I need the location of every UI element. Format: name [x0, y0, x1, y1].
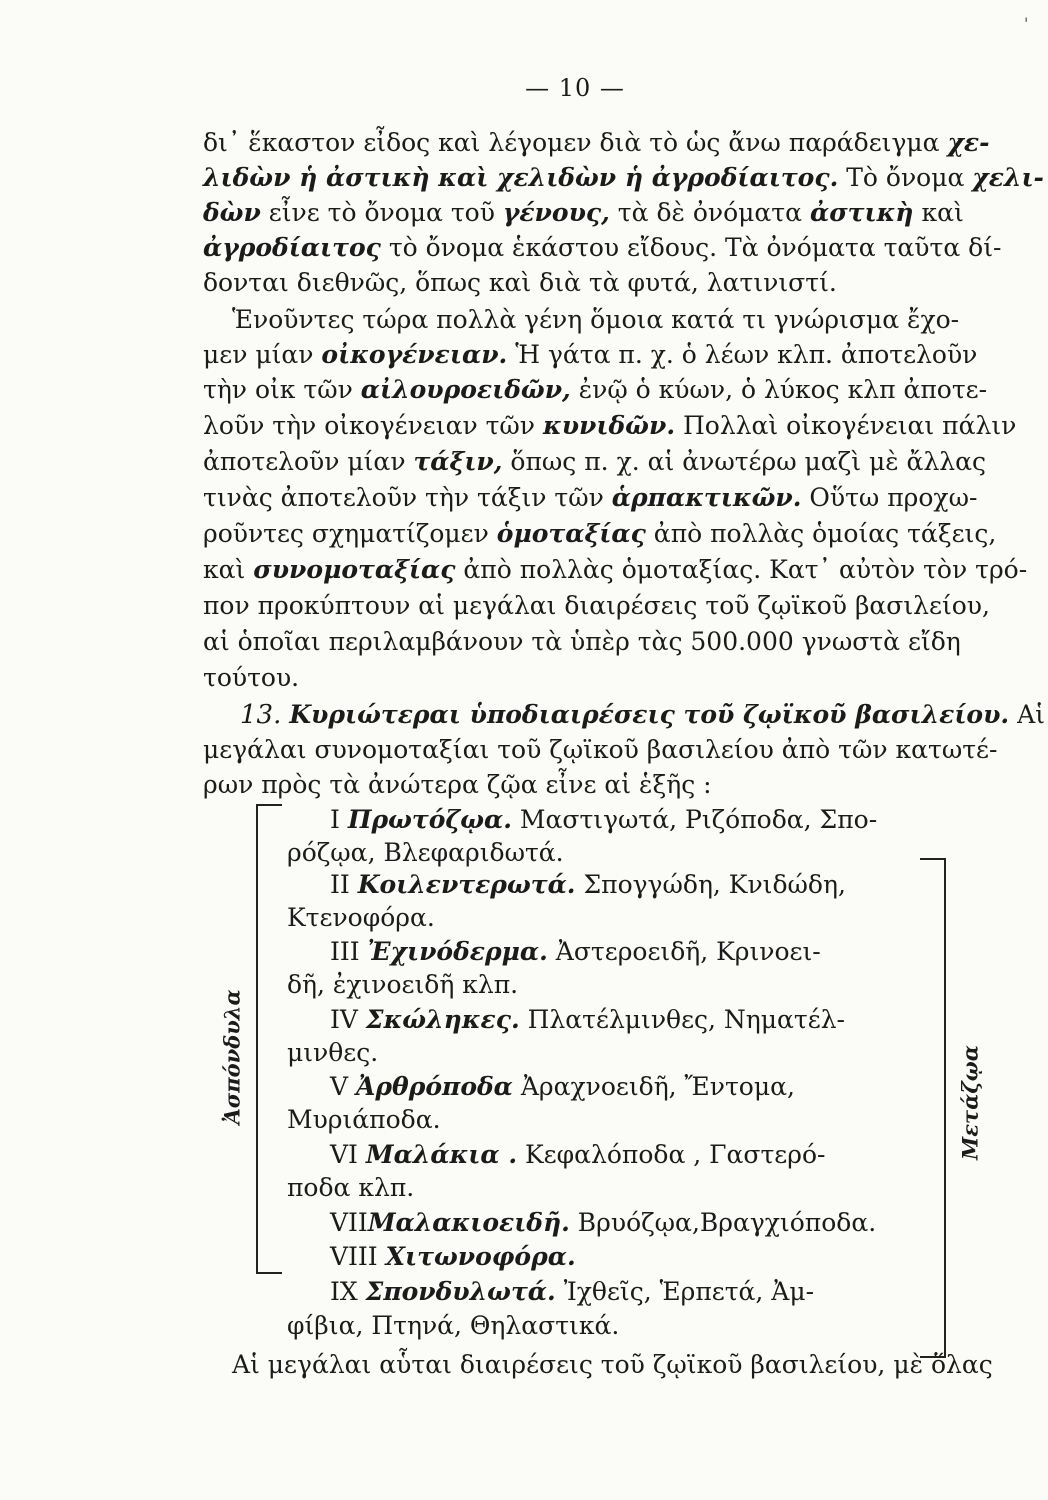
p2-line-9: πον προκύπτουν αἱ μεγάλαι διαιρέσεις τοῦ ζῳϊκοῦ βασιλείου, — [203, 591, 990, 620]
section-13-line-3: ρων πρὸς τὰ ἀνώτερα ζῷα εἶνε αἱ ἑξῆς : — [203, 770, 712, 799]
phylum-5-line-1: V Ἀρθρόποδα Ἀραχνοειδῆ, Ἔντομα, — [330, 1072, 795, 1101]
invertebrates-bracket — [256, 804, 282, 1274]
metazoa-bracket — [920, 858, 946, 1358]
phylum-4-line-2: μινθες. — [287, 1038, 379, 1067]
page-number: — 10 — — [525, 74, 625, 102]
stray-mark: ' — [1024, 14, 1029, 33]
phylum-7-line-1: VIIΜαλακιοειδῆ. Βρυόζῳα,Βραγχιόποδα. — [330, 1208, 877, 1237]
p2-line-5: ἀποτελοῦν μίαν τάξιν, ὅπως π. χ. αἱ ἀνωτέρω μαζὶ μὲ ἄλλας — [203, 447, 987, 476]
p1-line-3: δὼν εἶνε τὸ ὄνομα τοῦ γένους, τὰ δὲ ὀνόματα ἀστικὴ καὶ — [203, 198, 964, 227]
p2-line-3: τὴν οἰκ τῶν αἰλουροειδῶν, ἐνῷ ὁ κύων, ὁ λύκος κλπ ἀποτε- — [203, 375, 988, 404]
phylum-9-line-2: φίβια, Πτηνά, Θηλαστικά. — [287, 1311, 620, 1340]
closing-line: Αἱ μεγάλαι αὗται διαιρέσεις τοῦ ζῳϊκοῦ βασιλείου, μὲ ὅλας — [232, 1350, 993, 1379]
section-13-heading: 13. Κυριώτεραι ὑποδιαιρέσεις τοῦ ζῳϊκοῦ βασιλείου. Αἱ — [240, 700, 1045, 730]
phylum-5-line-2: Μυριάποδα. — [287, 1105, 441, 1134]
phylum-2-line-1: II Κοιλεντερωτά. Σπογγώδη, Κνιδώδη, — [330, 870, 846, 899]
phylum-1-line-2: ρόζῳα, Βλεφαριδωτά. — [287, 838, 564, 867]
phylum-3-line-2: δῆ, ἐχινοειδῆ κλπ. — [287, 970, 519, 999]
p2-line-6: τινὰς ἀποτελοῦν τὴν τάξιν τῶν ἁρπακτικῶν. Οὕτω προχω- — [203, 483, 978, 512]
p2-line-8: καὶ συνομοταξίας ἀπὸ πολλὰς ὁμοταξίας. Κατ᾽ αὐτὸν τὸν τρό- — [203, 555, 1028, 584]
invertebrates-label: Ἀσπόνδυλα — [219, 989, 245, 1125]
phylum-1-line-1: I Πρωτόζῳα. Μαστιγωτά, Ριζόποδα, Σπο- — [330, 805, 878, 834]
p1-line-4: ἀγροδίαιτος τὸ ὄνομα ἑκάστου εἴδους. Τὰ ὀνόματα ταῦτα δί- — [203, 233, 1002, 262]
phylum-3-line-1: III Ἐχινόδερμα. Ἀστεροειδῆ, Κρινοει- — [330, 937, 821, 966]
phylum-4-line-1: IV Σκώληκες. Πλατέλμινθες, Νηματέλ- — [330, 1005, 845, 1034]
p2-line-7: ροῦντες σχηματίζομεν ὁμοταξίας ἀπὸ πολλὰς ὁμοίας τάξεις, — [203, 519, 997, 548]
phylum-6-line-2: ποδα κλπ. — [287, 1173, 415, 1202]
p2-line-10: αἱ ὁποῖαι περιλαμβάνουν τὰ ὑπὲρ τὰς 500.000 γνωστὰ εἴδη — [203, 627, 961, 656]
p1-line-1: δι᾽ ἕκαστον εἶδος καὶ λέγομεν διὰ τὸ ὡς ἄνω παράδειγμα χε- — [203, 128, 990, 157]
section-13-line-2: μεγάλαι συνομοταξίαι τοῦ ζῳϊκοῦ βασιλείου ἀπὸ τῶν κατωτέ- — [203, 735, 998, 764]
metazoa-label: Μετάζῳα — [957, 1045, 983, 1160]
p2-line-2: μεν μίαν οἰκογένειαν. Ἡ γάτα π. χ. ὁ λέων κλπ. ἀποτελοῦν — [203, 340, 978, 369]
p2-line-1: Ἑνοῦντες τώρα πολλὰ γένη ὅμοια κατά τι γνώρισμα ἔχο- — [232, 305, 960, 334]
p1-line-5: δονται διεθνῶς, ὅπως καὶ διὰ τὰ φυτά, λατινιστί. — [203, 268, 837, 297]
phylum-6-line-1: VI Μαλάκια . Κεφαλόποδα , Γαστερό- — [330, 1140, 826, 1169]
p2-line-4: λοῦν τὴν οἰκογένειαν τῶν κυνιδῶν. Πολλαὶ οἰκογένειαι πάλιν — [203, 411, 1017, 440]
phylum-9-line-1: IX Σπονδυλωτά. Ἰχθεῖς, Ἑρπετά, Ἀμ- — [330, 1277, 815, 1306]
phylum-2-line-2: Κτενοφόρα. — [287, 903, 435, 932]
phylum-8-line-1: VIII Χιτωνοφόρα. — [330, 1242, 576, 1271]
p2-line-11: τούτου. — [203, 663, 300, 692]
p1-line-2: λιδὼν ἡ ἀστικὴ καὶ χελιδὼν ἡ ἀγροδίαιτος. Τὸ ὄνομα χελι- — [203, 163, 1044, 192]
